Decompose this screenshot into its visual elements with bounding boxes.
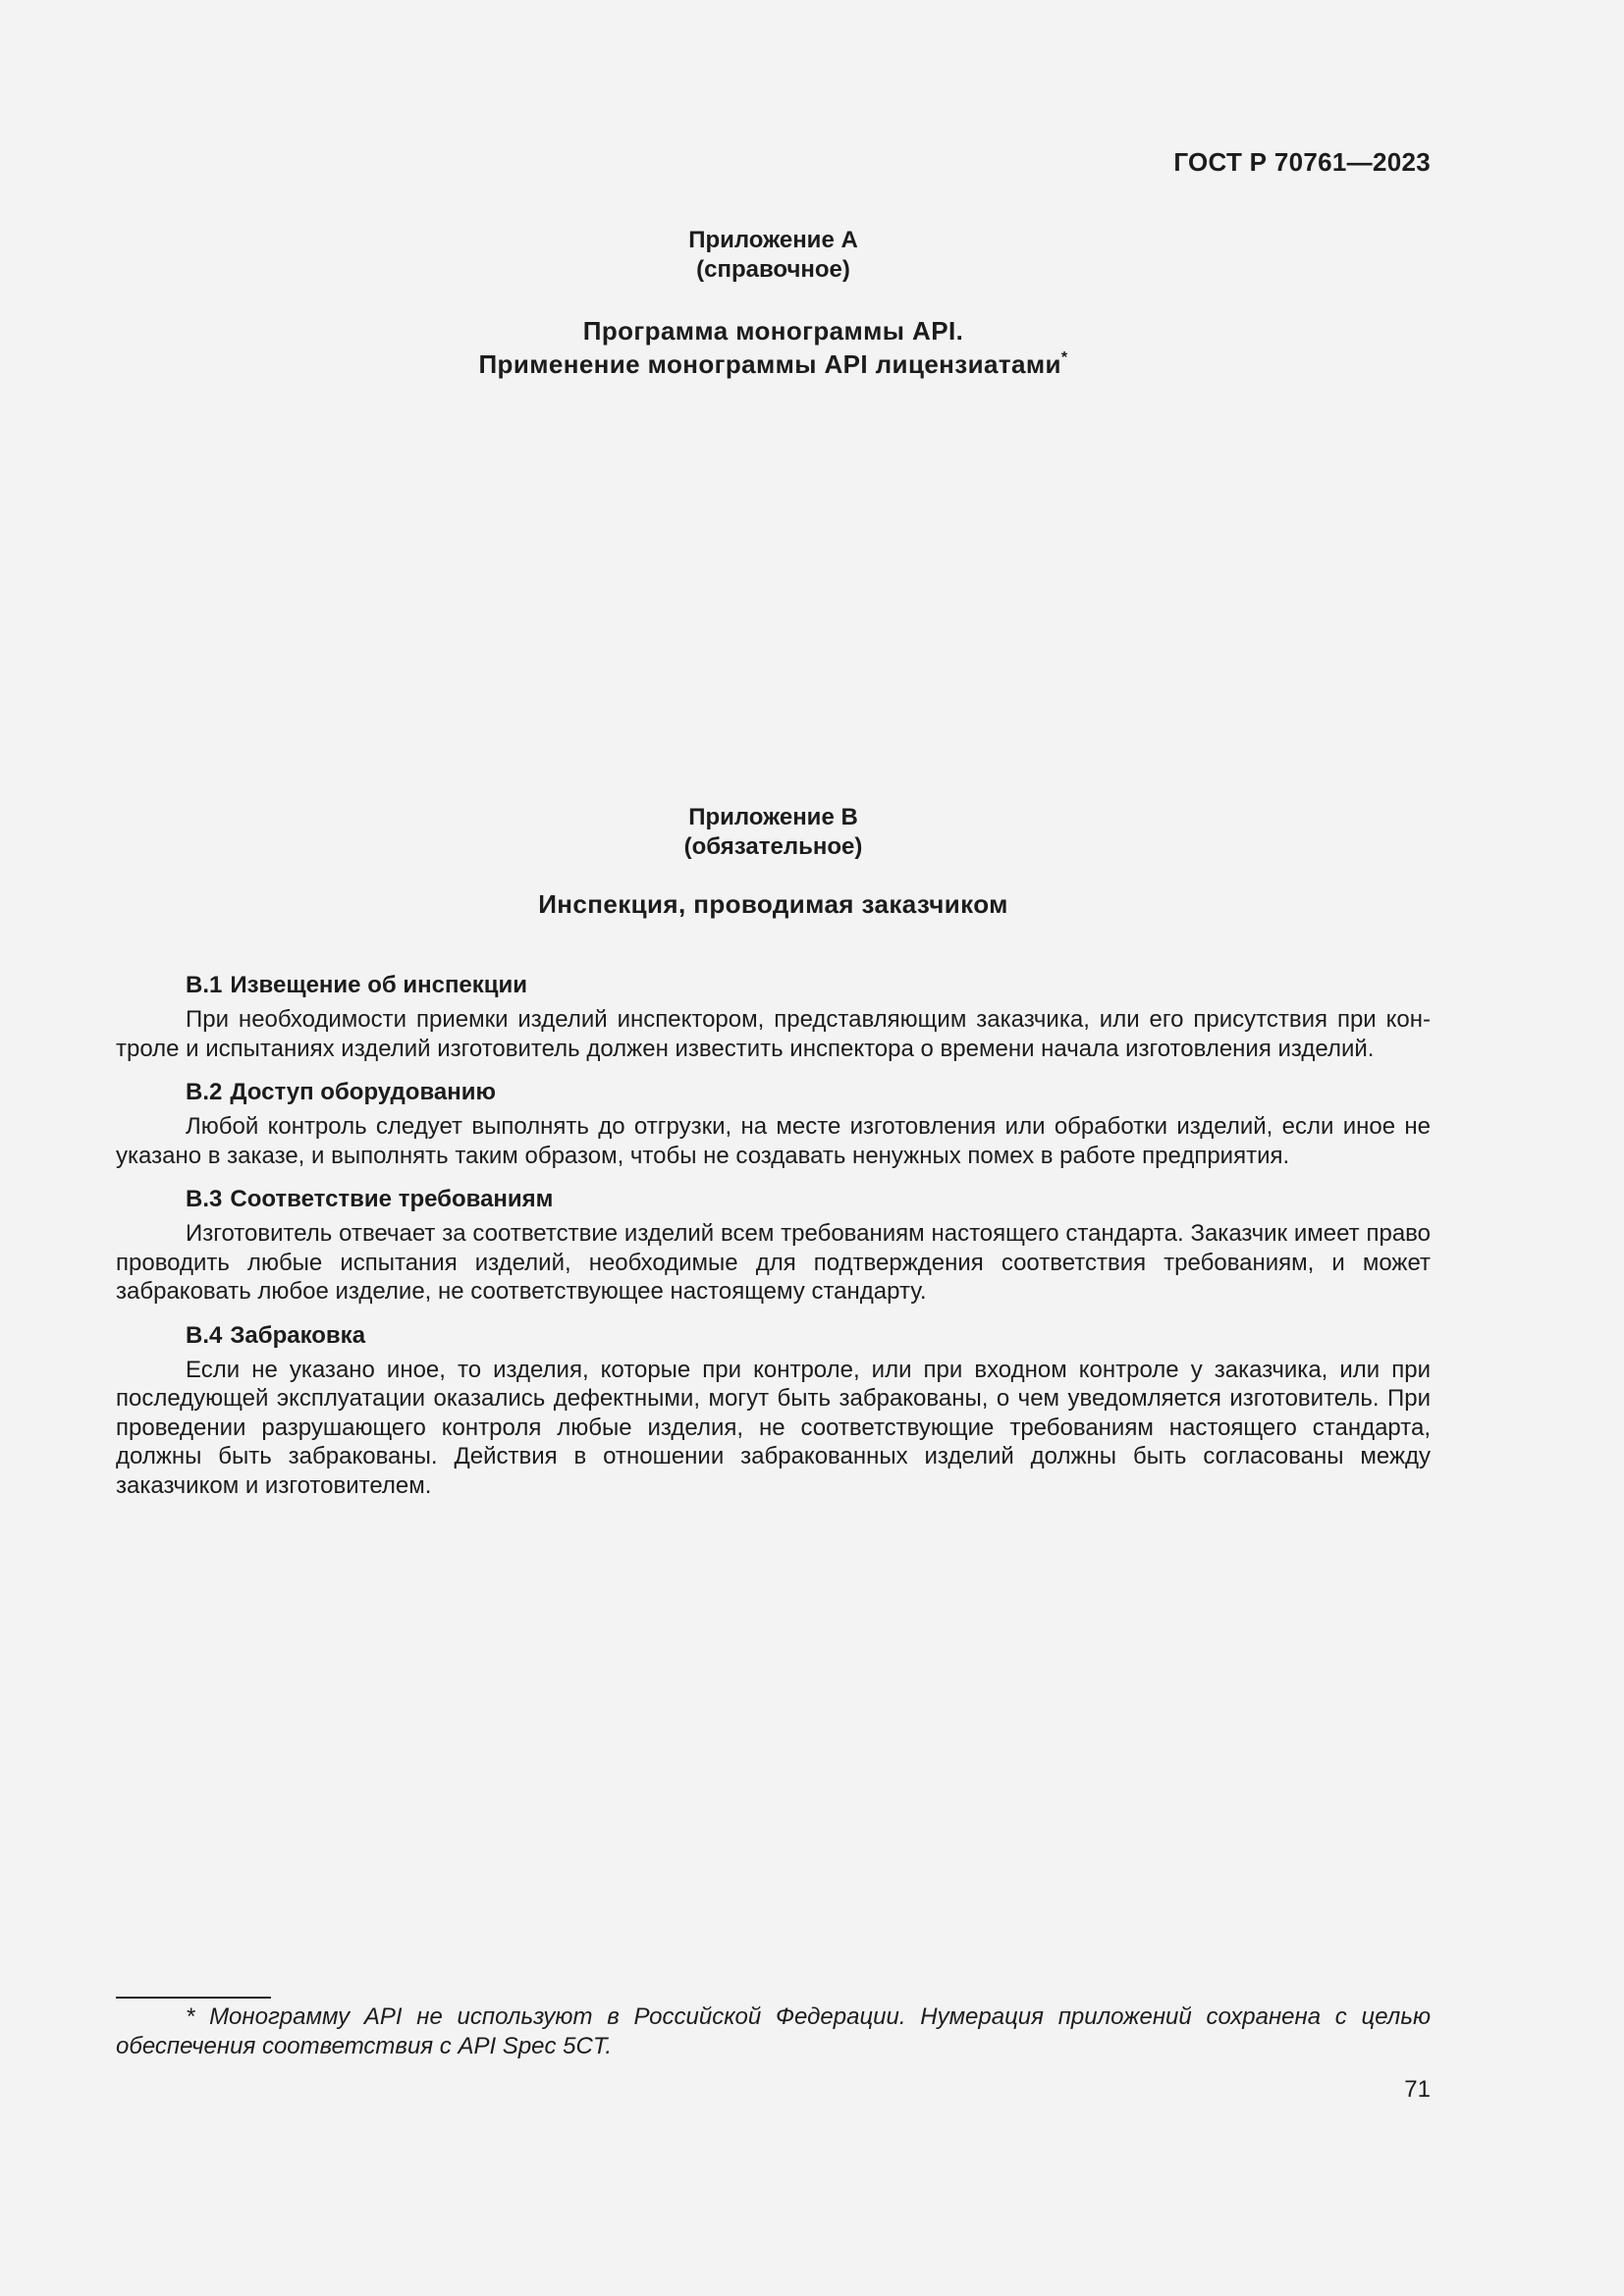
section-paragraph: При необходимости приемки изделий инспектором, представляющим заказчика, или его присутствия при контроле и испытаниях изделий изготовитель должен известить инспектора о времени начала изготовления изделий. xyxy=(116,1006,1431,1062)
appendix-a-title-line1: Программа монограммы API. xyxy=(582,316,964,346)
section-title: Извещение об инспекции xyxy=(230,972,528,998)
section-heading xyxy=(116,970,1431,1001)
section-title: Соответствие требованиям xyxy=(230,1186,554,1212)
appendix-b-status: (обязательное) xyxy=(683,833,863,860)
appendix-a-title-line2 xyxy=(0,347,1546,381)
section-heading xyxy=(116,1184,1431,1215)
section-heading xyxy=(116,1320,1431,1352)
section-paragraph: Если не указано иное, то изделия, которые при контроле, или при входном контроле у заказчика, или при последующей эксплуатации оказались дефектными, могут быть забракованы, о чем уведомляется изготовитель. При проведении разрушающего контроля любые изделия, не соответствующие требованиям настоящего стандарта, должны быть забракованы. Действия в отношении забракованных изделий должны быть согласованы между заказчиком и изготовителем. xyxy=(116,1356,1431,1499)
section-paragraph: Любой контроль следует выполнять до отгрузки, на месте изготовления или обработки изделий, если иное не указано в заказе, и выполнять таким образом, чтобы не создавать ненужных помех в работе предприятия. xyxy=(116,1113,1431,1169)
section-paragraph: Изготовитель отвечает за соответствие изделий всем требованиям настоящего стандарта. Заказчик имеет право проводить любые испытания изделий, необходимые для подтверждения соответствия требованиям, и может забраковать любое изделие, не соответствующее настоящему стандарту. xyxy=(116,1220,1431,1305)
page-number: 71 xyxy=(1404,2076,1431,2103)
section-b1 xyxy=(116,970,1431,1063)
section-title: Доступ оборудованию xyxy=(230,1079,496,1105)
section-number: В.2 xyxy=(186,1079,223,1105)
appendix-a-heading-block xyxy=(0,226,1546,381)
footnote-text: * Монограмму API не используют в Российской Федерации. Нумерация приложений сохранена с целью обеспечения соответствия с API Spec 5CT. xyxy=(116,2003,1431,2059)
appendix-b-heading-block xyxy=(0,803,1546,921)
section-number: В.4 xyxy=(186,1321,223,1349)
section-number: В.3 xyxy=(186,1186,223,1212)
section-heading xyxy=(116,1077,1431,1108)
appendix-a-title-line2-text: Применение монограммы API лицензиатами xyxy=(478,349,1061,379)
section-b3 xyxy=(116,1184,1431,1307)
appendix-b-label: Приложение В xyxy=(688,804,858,830)
document-code: ГОСТ Р 70761—2023 xyxy=(1173,147,1431,177)
footnote-mark: * xyxy=(1060,349,1068,366)
appendix-b-title: Инспекция, проводимая заказчиком xyxy=(538,889,1008,919)
footnote-separator xyxy=(116,1997,271,1999)
section-b2 xyxy=(116,1077,1431,1170)
appendix-b-content xyxy=(116,970,1431,1514)
appendix-a-status: (справочное) xyxy=(696,256,850,283)
appendix-a-label: Приложение А xyxy=(688,227,858,253)
section-b4 xyxy=(116,1320,1431,1501)
section-title: Забраковка xyxy=(230,1321,366,1349)
section-number: В.1 xyxy=(186,972,223,998)
